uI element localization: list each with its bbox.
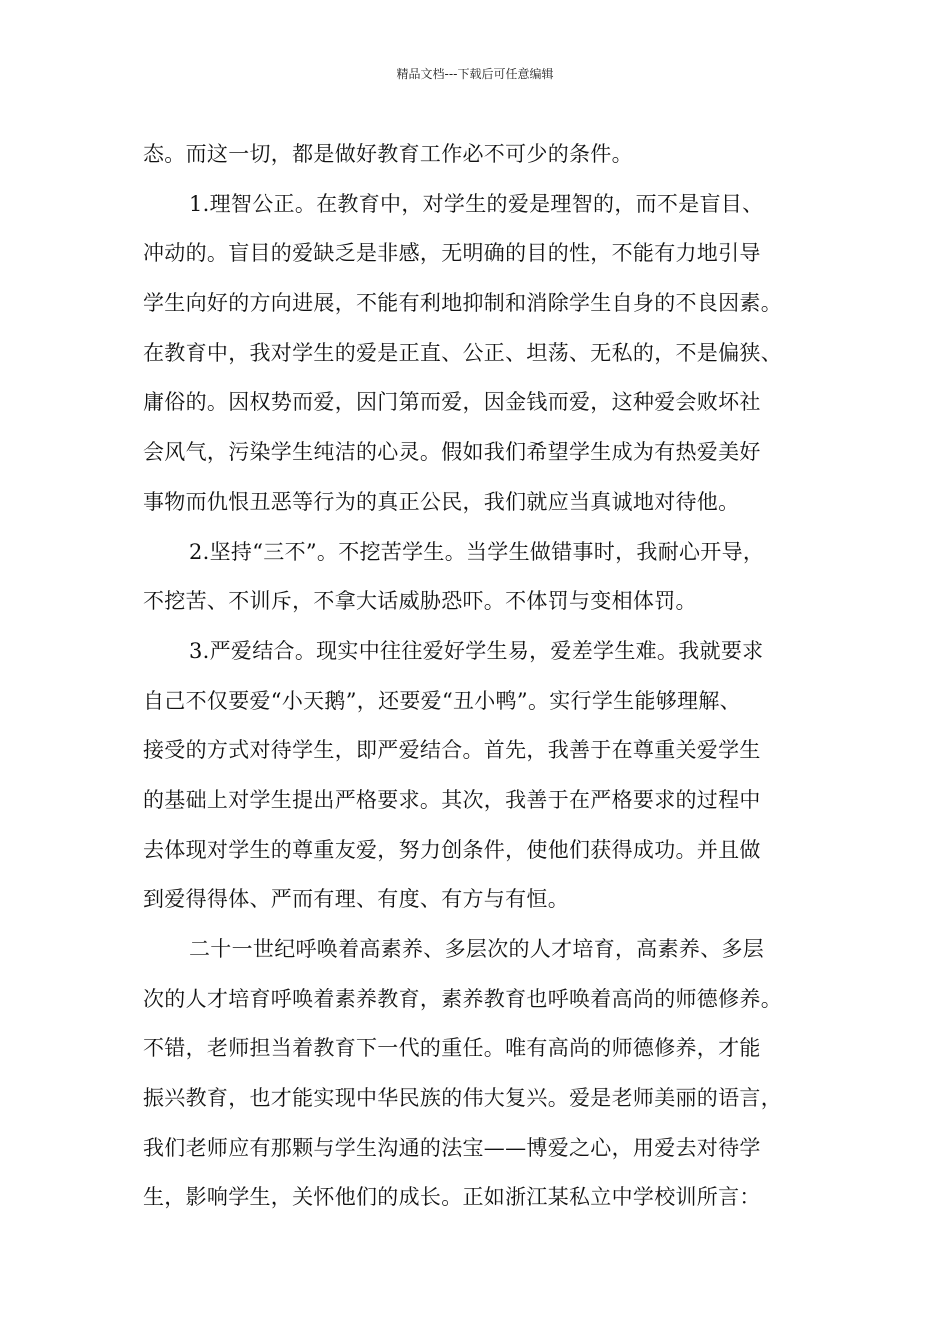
text-line-5: 在教育中，我对学生的爱是正直、公正、坦荡、无私的，不是偏狭、 [143,340,782,365]
text-line-7: 会风气，污染学生纯洁的心灵。假如我们希望学生成为有热爱美好 [143,440,761,465]
text-line-18: 次的人才培育呼唤着素养教育，素养教育也呼唤着高尚的师德修养。 [143,986,782,1011]
page-header: 精品文档---下载后可任意编辑 [396,67,554,81]
text-line-13: 接受的方式对待学生，即严爱结合。首先，我善于在尊重关爱学生 [143,738,761,763]
document-body [143,130,813,1223]
text-line-20: 振兴教育，也才能实现中华民族的伟大复兴。爱是老师美丽的语言， [143,1086,782,1111]
text-line-1: 态。而这一切，都是做好教育工作必不可少的条件。 [143,142,633,166]
text-line-15: 去体现对学生的尊重友爱，努力创条件，使他们获得成功。并且做 [143,837,761,862]
text-line-4: 学生向好的方向进展，不能有利地抑制和消除学生自身的不良因素。 [143,291,782,316]
text-line-17: 二十一世纪呼唤着高素养、多层次的人才培育，高素养、多层 [189,937,765,961]
text-line-21: 我们老师应有那颗与学生沟通的法宝——博爱之心，用爱去对待学 [143,1135,761,1160]
text-line-14: 的基础上对学生提出严格要求。其次，我善于在严格要求的过程中 [143,787,761,812]
text-line-2: 1.理智公正。在教育中，对学生的爱是理智的，而不是盲目、 [189,191,764,216]
text-line-10: 不挖苦、不训斥，不拿大话威胁恐吓。不体罚与变相体罚。 [143,589,697,614]
text-line-11: 3.严爱结合。现实中往往爱好学生易，爱差学生难。我就要求 [189,638,764,663]
text-line-16: 到爱得得体、严而有理、有度、有方与有恒。 [143,887,569,912]
text-line-6: 庸俗的。因权势而爱，因门第而爱，因金钱而爱，这种爱会败坏社 [143,390,761,415]
text-line-8: 事物而仇恨丑恶等行为的真正公民，我们就应当真诚地对待他。 [143,489,740,514]
text-line-12: 自己不仅要爱“小天鹅”，还要爱“丑小鸭”。实行学生能够理解、 [143,688,741,713]
text-line-22: 生，影响学生，关怀他们的成长。正如浙江某私立中学校训所言： [143,1185,761,1210]
text-line-9: 2.坚持“三不”。不挖苦学生。当学生做错事时，我耐心开导， [189,539,765,564]
text-line-3: 冲动的。盲目的爱缺乏是非感，无明确的目的性，不能有力地引导 [143,241,761,266]
text-line-19: 不错，老师担当着教育下一代的重任。唯有高尚的师德修养，才能 [143,1036,761,1061]
